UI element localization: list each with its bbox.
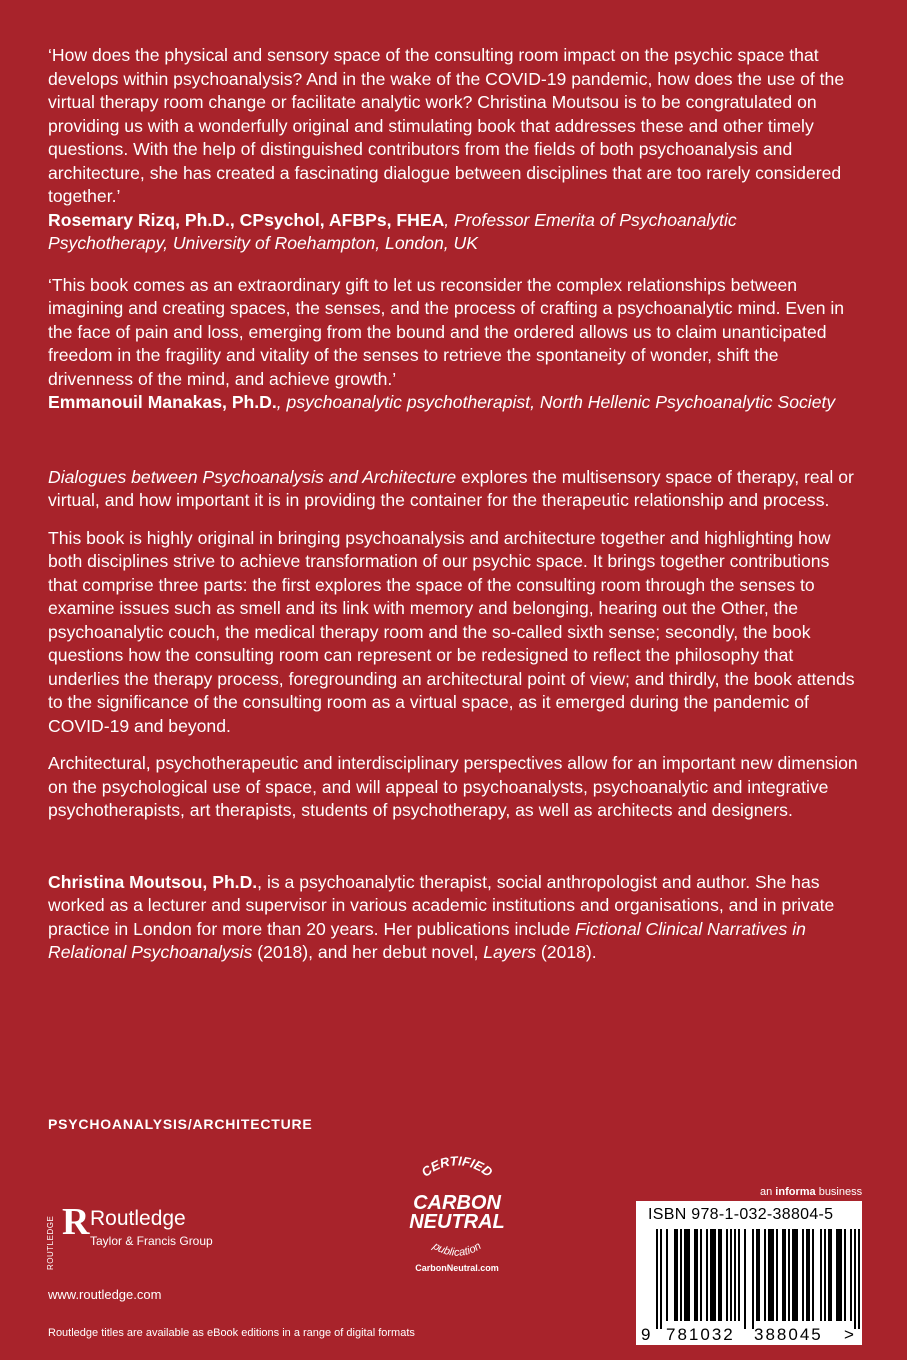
carbon-word: CARBON (413, 1192, 501, 1214)
carbon-publication-text: publication (430, 1240, 484, 1259)
barcode-bar (744, 1229, 746, 1329)
publisher-group: Taylor & Francis Group (90, 1234, 213, 1248)
barcode-bar (850, 1229, 852, 1321)
barcode-bar (738, 1229, 740, 1321)
barcode-bar (710, 1229, 716, 1321)
barcode-bar (764, 1229, 766, 1321)
barcode-bar (788, 1229, 790, 1321)
blurb-paragraph-2: This book is highly original in bringing psychoanalysis and architecture together and highlighting how both disciplines strive to achieve transformation of our psychic space. It brings together contributions that comprise three parts: the first explores the space of the consulting room through the senses to examine issues such as smell and its link with memory and belonging, hearing out the Other, the psychoanalytic couch, the medical therapy room and the so-called sixth sense; secondly, the book questions how the consulting room can represent or be redesigned to reflect the philosophy that underlies the therapy process, foregrounding an architectural point of view; and thirdly, the book attends to the significance of the consulting room as a virtual space, as it emerged during the pandemic of COVID-19 and beyond. (48, 527, 855, 736)
carbon-neutral-badge-icon (392, 1155, 522, 1285)
author-bio: Christina Moutsou, Ph.D., is a psychoanalytic therapist, social anthropologist and author. She has worked as a lecturer and supervisor in various academic institutions and organisations, and in private practice in London for more than 20 years. Her publications include Fictional Clinical Narratives in Relational Psychoanalysis (2018), and her debut novel, Layers (2018). (48, 871, 835, 962)
blurb-paragraph-1: Dialogues between Psychoanalysis and Architecture explores the multisensory space of therapy, real or virtual, and how important it is in providing the container for the therapeutic relationship and process. (48, 466, 854, 510)
routledge-logo (46, 1201, 266, 1271)
endorser-name-1: Rosemary Rizq, Ph.D., CPsychol, AFBPs, FHEA (48, 209, 445, 230)
barcode-bar (660, 1229, 662, 1329)
barcode-bar (844, 1229, 846, 1321)
endorser-name-2: Emmanouil Manakas, Ph.D. (48, 392, 277, 412)
isbn-barcode (636, 1201, 862, 1345)
back-cover-text (48, 44, 860, 965)
barcode-bar (680, 1229, 682, 1321)
barcode-bar (674, 1229, 678, 1321)
barcode-bar (802, 1229, 804, 1321)
carbon-certified-text: CERTIFIED (418, 1155, 496, 1180)
barcode-bar (706, 1229, 708, 1321)
barcode-digit-first: 9 (641, 1325, 653, 1344)
barcode-bar (824, 1229, 826, 1321)
barcode-bar (656, 1229, 658, 1329)
barcode-bar (726, 1229, 728, 1321)
barcode-bar (768, 1229, 774, 1321)
carbon-site-text: CarbonNeutral.com (415, 1263, 499, 1273)
barcode-bar (718, 1229, 722, 1321)
isbn-label: ISBN 978-1-032-38804-5 (648, 1206, 834, 1223)
barcode-bar (820, 1229, 822, 1321)
barcode-bar (684, 1229, 690, 1321)
barcode-icon (636, 1201, 862, 1345)
publisher-url[interactable]: www.routledge.com (48, 1287, 162, 1302)
barcode-arrow: > (844, 1325, 856, 1344)
author-name: Christina Moutsou, Ph.D. (48, 871, 258, 892)
barcode-bar (752, 1229, 754, 1329)
barcode-bar (756, 1229, 760, 1321)
endorsement-attribution-1 (48, 209, 860, 256)
informa-tagline: an informa business (760, 1186, 863, 1198)
barcode-bar (734, 1229, 736, 1321)
subject-category: PSYCHOANALYSIS/ARCHITECTURE (48, 1116, 313, 1132)
barcode-bar (700, 1229, 702, 1321)
endorser-role-2: , psychoanalytic psychotherapist, North Hellenic Psychoanalytic Society (276, 392, 836, 412)
barcode-bar (854, 1229, 856, 1329)
book-title: Dialogues between Psychoanalysis and Architecture (48, 466, 457, 487)
blurb-paragraph-3: Architectural, psychotherapeutic and interdisciplinary perspectives allow for an important new dimension on the psychological use of space, and will appeal to psychoanalysts, psychoanalytic and integrative psychotherapists, art therapists, students of psychotherapy, as well as architects and designers. (48, 753, 858, 820)
barcode-bar (792, 1229, 798, 1321)
barcode-bar (694, 1229, 698, 1321)
barcode-bar (828, 1229, 832, 1321)
neutral-word: NEUTRAL (409, 1211, 505, 1233)
barcode-bar (858, 1229, 860, 1329)
ebook-note: Routledge titles are available as eBook editions in a range of digital formats (48, 1327, 415, 1339)
barcode-digits-left: 781032 (666, 1325, 735, 1344)
endorsement-quote-2: ‘This book comes as an extraordinary gift to let us reconsider the complex relationships between imagining and creating spaces, the senses, and the process of crafting a psychoanalytic mind. Even in the face of pain and loss, emerging from the bound and the ordered allows us to claim unanticipated freedom in the fragility and vitality of the senses to retrieve the spontaneity of wonder, shift the drivenness of the mind, and achieve growth.’ (48, 274, 845, 389)
publisher-name: Routledge (90, 1207, 186, 1230)
routledge-r-icon: R (62, 1201, 90, 1243)
barcode-digits-right: 388045 (754, 1325, 823, 1344)
endorser-role-1: , Professor Emerita of Psychoanalytic Psychotherapy, University of Roehampton, London, UK (48, 209, 737, 253)
barcode-bar (666, 1229, 668, 1321)
barcode-bar (776, 1229, 778, 1321)
barcode-bar (730, 1229, 732, 1321)
barcode-bar (836, 1229, 842, 1321)
barcode-bar (806, 1229, 810, 1321)
routledge-vertical-text: ROUTLEDGE (46, 1215, 55, 1271)
endorsement-quote-1: ‘How does the physical and sensory space of the consulting room impact on the psychic space that develops within psychoanalysis? And in the wake of the COVID-19 pandemic, how does the use of the virtual therapy room change or facilitate analytic work? Christina Moutsou is to be congratulated on providing us with a wonderfully original and stimulating book that addresses these and other timely questions. With the help of distinguished contributors from the fields of both psychoanalysis and architecture, she has created a fascinating dialogue between disciplines that are too rarely considered together.’ (48, 45, 845, 206)
endorsement-attribution-2 (48, 391, 860, 415)
barcode-bar (782, 1229, 786, 1321)
barcode-bar (812, 1229, 814, 1321)
